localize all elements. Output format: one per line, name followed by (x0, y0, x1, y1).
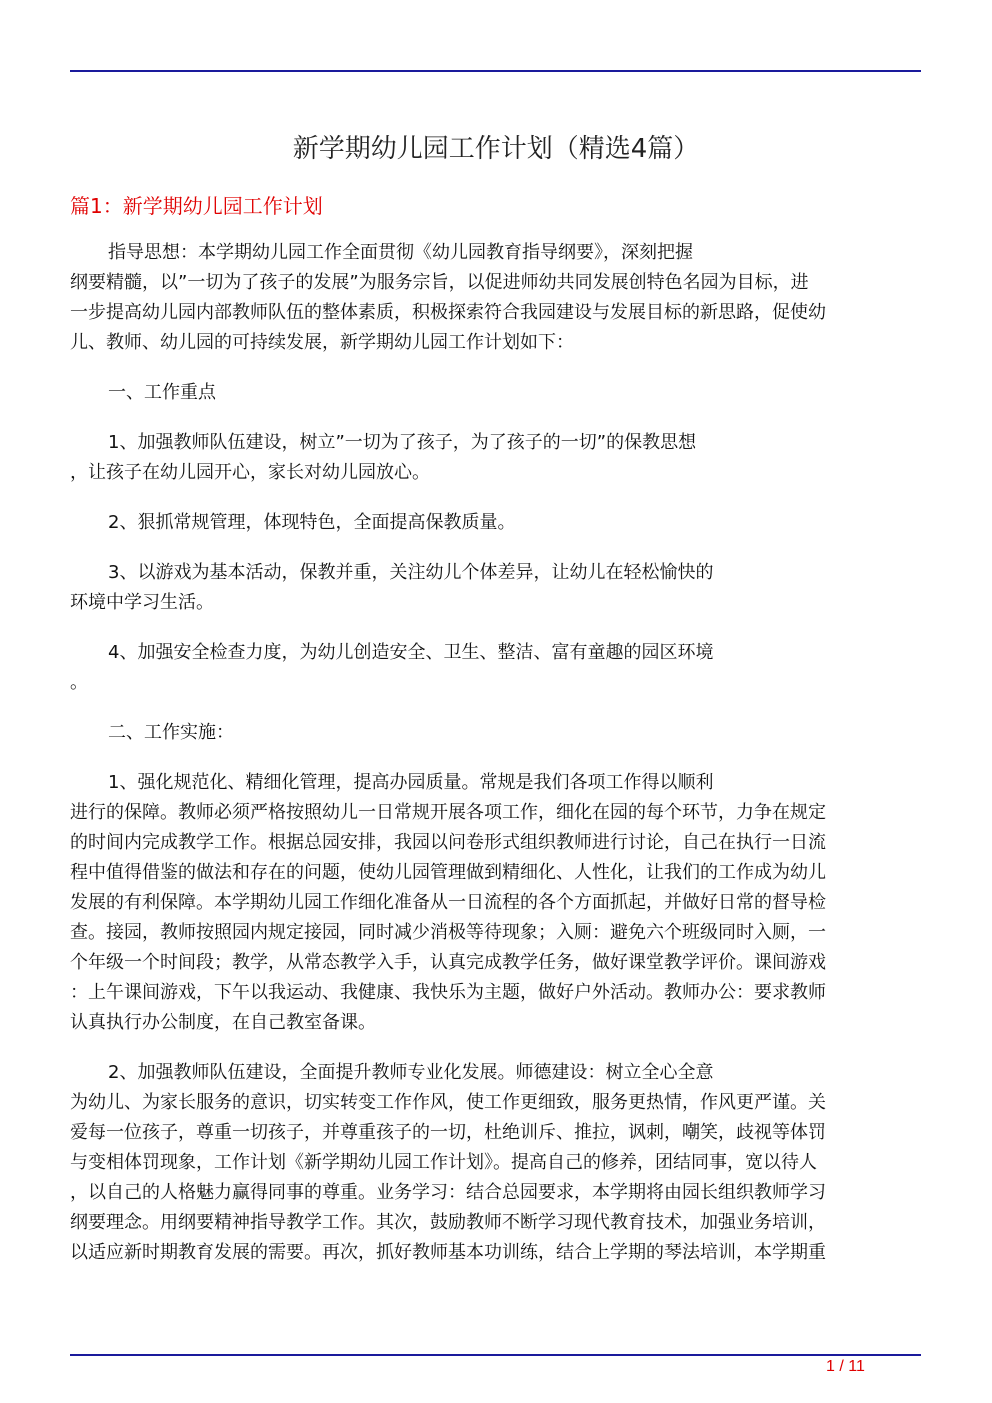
text-line: 与变相体罚现象，工作计划《新学期幼儿园工作计划》。提高自己的修养，团结同事，宽以待人 (70, 1152, 817, 1173)
text-line: 二、工作实施： (108, 722, 234, 743)
text-line: 一、工作重点 (108, 382, 216, 403)
text-line: 认真执行办公制度，在自己教室备课。 (70, 1012, 376, 1033)
text-line: 进行的保障。教师必须严格按照幼儿一日常规开展各项工作，细化在园的每个环节，力争在规定 (70, 802, 826, 823)
text-line: 指导思想：本学期幼儿园工作全面贯彻《幼儿园教育指导纲要》，深刻把握 (108, 242, 693, 263)
paragraph (70, 428, 921, 488)
header-rule (70, 70, 921, 72)
text-line: 2、狠抓常规管理，体现特色，全面提高保教质量。 (108, 512, 516, 533)
paragraph (70, 378, 921, 408)
text-line: 个年级一个时间段；教学，从常态教学入手，认真完成教学任务，做好课堂教学评价。课间游戏 (70, 952, 826, 973)
section-heading: 篇1：新学期幼儿园工作计划 (70, 194, 323, 218)
text-line: 查。接园，教师按照园内规定接园，同时减少消极等待现象；入厕：避免六个班级同时入厕，一 (70, 922, 826, 943)
text-line: 2、加强教师队伍建设，全面提升教师专业化发展。师德建设：树立全心全意 (108, 1062, 714, 1083)
text-line: 4、加强安全检查力度，为幼儿创造安全、卫生、整洁、富有童趣的园区环境 (108, 642, 714, 663)
page-number: 1 / 11 (826, 1358, 865, 1375)
text-line: ，让孩子在幼儿园开心，家长对幼儿园放心。 (70, 462, 430, 483)
footer-rule (70, 1354, 921, 1356)
text-line: 儿、教师、幼儿园的可持续发展，新学期幼儿园工作计划如下： (70, 332, 574, 353)
paragraph (70, 508, 921, 538)
paragraph (70, 1058, 921, 1268)
text-line: 1、强化规范化、精细化管理，提高办园质量。常规是我们各项工作得以顺利 (108, 772, 714, 793)
paragraph (70, 238, 921, 358)
text-line: ：上午课间游戏，下午以我运动、我健康、我快乐为主题，做好户外活动。教师办公：要求教师 (70, 982, 826, 1003)
text-line: 纲要精髓，以”一切为了孩子的发展”为服务宗旨，以促进师幼共同发展创特色名园为目标，进 (70, 272, 809, 293)
text-line: 以适应新时期教育发展的需要。再次，抓好教师基本功训练，结合上学期的琴法培训，本学期重 (70, 1242, 826, 1263)
document-title: 新学期幼儿园工作计划（精选4篇） (292, 134, 700, 164)
paragraph (70, 718, 921, 748)
text-line: 为幼儿、为家长服务的意识，切实转变工作作风，使工作更细致，服务更热情，作风更严谨。关 (70, 1092, 826, 1113)
text-line: 1、加强教师队伍建设，树立”一切为了孩子，为了孩子的一切”的保教思想 (108, 432, 697, 453)
paragraph (70, 638, 921, 698)
text-line: ，以自己的人格魅力赢得同事的尊重。业务学习：结合总园要求，本学期将由园长组织教师学习 (70, 1182, 826, 1203)
text-line: 纲要理念。用纲要精神指导教学工作。其次，鼓励教师不断学习现代教育技术，加强业务培训， (70, 1212, 826, 1233)
document-body (70, 238, 921, 1288)
text-line: 的时间内完成教学工作。根据总园安排，我园以问卷形式组织教师进行讨论，自己在执行一日流 (70, 832, 826, 853)
text-line: 环境中学习生活。 (70, 592, 214, 613)
text-line: 发展的有利保障。本学期幼儿园工作细化准备从一日流程的各个方面抓起，并做好日常的督导检 (70, 892, 826, 913)
text-line: 程中值得借鉴的做法和存在的问题，使幼儿园管理做到精细化、人性化，让我们的工作成为幼儿 (70, 862, 826, 883)
paragraph (70, 768, 921, 1038)
text-line: 爱每一位孩子，尊重一切孩子，并尊重孩子的一切，杜绝训斥、推拉，讽刺，嘲笑，歧视等体罚 (70, 1122, 826, 1143)
text-line: 3、以游戏为基本活动，保教并重，关注幼儿个体差异，让幼儿在轻松愉快的 (108, 562, 714, 583)
text-line: 一步提高幼儿园内部教师队伍的整体素质，积极探索符合我园建设与发展目标的新思路，促使幼 (70, 302, 826, 323)
text-line: 。 (70, 672, 88, 693)
paragraph (70, 558, 921, 618)
